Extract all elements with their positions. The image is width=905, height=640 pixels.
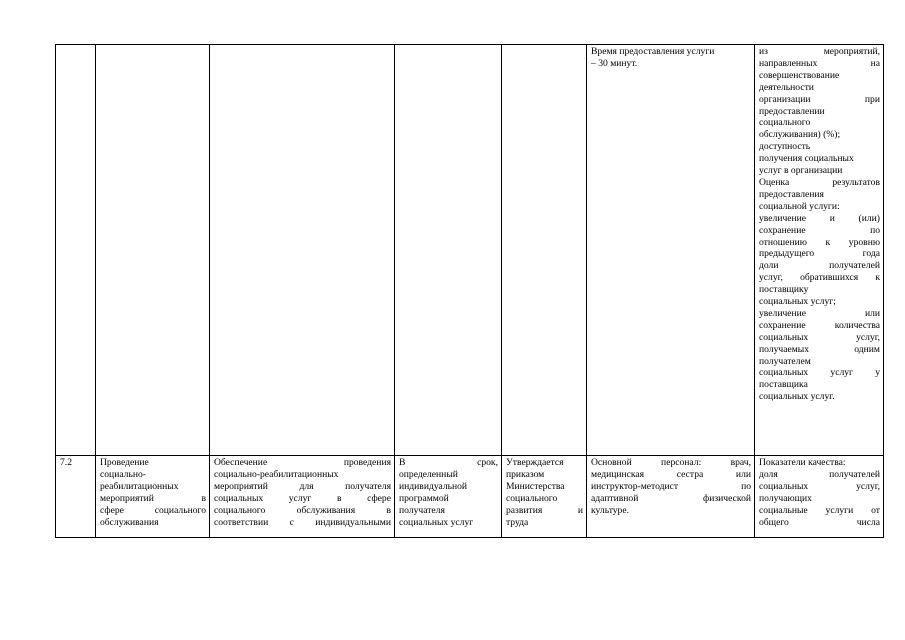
quality-indicators-line-12: Оценка результатов — [759, 176, 880, 188]
table-row-7-2 — [56, 456, 884, 538]
quality-indicators-7-2-line-2: доля получателей — [759, 468, 880, 480]
service-conditions-line-1: Основной персонал: врач, — [591, 457, 751, 468]
service-timing-line-3: индивидуальной — [399, 480, 468, 492]
service-description-line-6: соответствии с индивидуальными — [214, 516, 391, 528]
service-tariff-line-2: приказом — [506, 468, 545, 480]
quality-indicators-line-18: предыдущего года — [759, 248, 880, 260]
quality-indicators-line-23: увеличение или — [759, 307, 880, 319]
quality-indicators-line-2: направленных на — [759, 57, 880, 69]
service-tariff-line-1: Утверждается — [506, 457, 564, 468]
service-tariff-line-5: развития и — [506, 504, 583, 516]
quality-indicators-line-5: организации при — [759, 93, 880, 105]
quality-indicators-line-30: социальных услуг. — [759, 391, 835, 403]
service-description-line-4: социальных услуг в сфере — [214, 492, 391, 504]
quality-indicators-line-4: деятельности — [759, 81, 814, 93]
quality-indicators-line-25: социальных услуг, — [759, 331, 880, 343]
cell-timing-empty — [395, 45, 502, 456]
quality-indicators-line-10: получения социальных — [759, 153, 854, 165]
cell-service-description — [210, 456, 395, 538]
quality-indicators-line-7: социального — [759, 117, 811, 129]
service-description-line-2: социально-реабилитационных — [214, 468, 339, 480]
quality-indicators-line-20: услуг, обратившихся к — [759, 272, 880, 284]
service-name-line-6: обслуживания — [100, 516, 159, 528]
quality-indicators-line-14: социальной услуги: — [759, 200, 840, 212]
service-time-line-2: – 30 минут. — [591, 57, 638, 69]
service-conditions-line-5: культуре. — [591, 504, 630, 516]
quality-indicators-line-8: обслуживания) (%); — [759, 129, 841, 141]
quality-indicators-line-17: отношению к уровню — [759, 236, 880, 248]
service-time-line-1: Время предоставления услуги — [591, 46, 715, 57]
cell-service-timing — [395, 456, 502, 538]
service-timing-line-6: социальных услуг — [399, 516, 474, 528]
quality-indicators-line-15: увеличение и (или) — [759, 212, 880, 224]
service-description-line-3: мероприятий для получателя — [214, 480, 391, 492]
service-description-line-5: социального обслуживания в — [214, 504, 391, 516]
quality-indicators-7-2-line-3: социальных услуг, — [759, 480, 880, 492]
service-name-line-5: сфере социального — [100, 504, 206, 516]
service-name-line-4: мероприятий в — [100, 492, 206, 504]
quality-indicators-line-6: предоставлении — [759, 105, 825, 117]
service-tariff-line-6: труда — [506, 516, 529, 528]
quality-indicators-line-28: социальных услуг у — [759, 367, 880, 379]
service-name-line-2: социально- — [100, 468, 146, 480]
quality-indicators-line-3: совершенствование — [759, 69, 840, 81]
service-timing-line-4: программой — [399, 492, 449, 504]
quality-indicators-7-2-line-1: Показатели качества: — [759, 457, 846, 468]
quality-indicators-7-2-line-4: получающих — [759, 492, 812, 504]
quality-indicators-line-19: доли получателей — [759, 260, 880, 272]
cell-quality-indicators-7-2 — [755, 456, 884, 538]
service-conditions-line-3: инструктор-методист по — [591, 480, 751, 492]
service-conditions-line-2: медицинская сестра или — [591, 468, 751, 480]
quality-indicators-line-9: доступность — [759, 141, 811, 153]
service-conditions-line-4: адаптивной физической — [591, 492, 751, 504]
table-row-continuation — [56, 45, 884, 456]
service-name-line-3: реабилитационных — [100, 480, 179, 492]
quality-indicators-7-2-line-5: социальные услуги от — [759, 504, 880, 516]
service-timing-line-5: получателя — [399, 504, 445, 516]
services-table — [55, 44, 884, 538]
cell-service-time — [587, 45, 755, 456]
cell-service-conditions — [587, 456, 755, 538]
quality-indicators-line-24: сохранение количества — [759, 319, 880, 331]
service-name-line-1: Проведение — [100, 457, 149, 468]
row-number: 7.2 — [60, 457, 72, 468]
cell-tariff-empty — [502, 45, 587, 456]
quality-indicators-7-2-line-6: общего числа — [759, 516, 880, 528]
quality-indicators-line-22: социальных услуг; — [759, 296, 836, 308]
cell-quality-indicators — [755, 45, 884, 456]
cell-service-tariff — [502, 456, 587, 538]
service-tariff-line-4: социального — [506, 492, 558, 504]
quality-indicators-line-21: поставщику — [759, 284, 809, 296]
cell-description-empty — [210, 45, 395, 456]
quality-indicators-line-29: поставщика — [759, 379, 808, 391]
cell-number-empty — [56, 45, 96, 456]
quality-indicators-line-16: сохранение по — [759, 224, 880, 236]
quality-indicators-line-13: предоставления — [759, 188, 824, 200]
quality-indicators-line-26: получаемых одним — [759, 343, 880, 355]
cell-service-name — [96, 456, 210, 538]
quality-indicators-line-1: из мероприятий, — [759, 46, 880, 57]
cell-name-empty — [96, 45, 210, 456]
service-timing-line-1: В срок, — [399, 457, 498, 468]
cell-number — [56, 456, 96, 538]
quality-indicators-line-27: получателем — [759, 355, 811, 367]
service-tariff-line-3: Министерства — [506, 480, 565, 492]
service-timing-line-2: определенный — [399, 468, 458, 480]
quality-indicators-line-11: услуг в организации — [759, 165, 843, 177]
service-description-line-1: Обеспечение проведения — [214, 457, 391, 468]
